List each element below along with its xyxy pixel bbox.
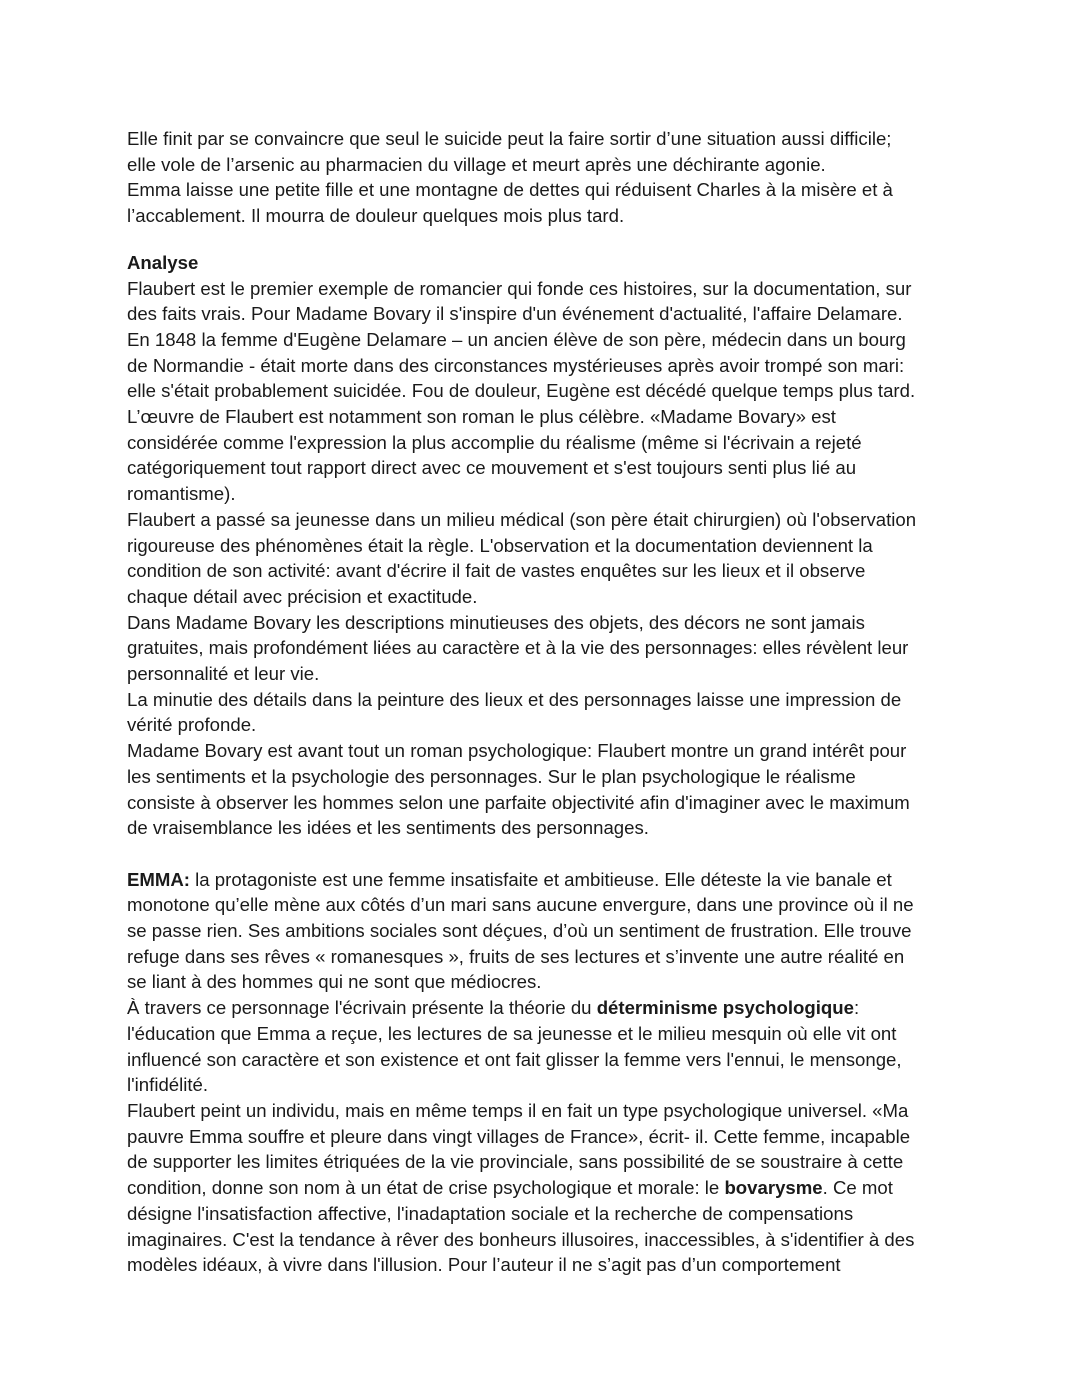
paragraph-emma-intro: [127, 867, 967, 996]
paragraph-analyse-documentation: Flaubert est le premier exemple de romancier qui fonde ces histoires, sur la documentation, sur des faits vrais. Pour Madame Bovary il s'inspire d'un événement d'actualité, l'affaire Delamare. En 1848 la femme d'Eugène Delamare – un ancien élève de son père, médecin dans un bourg de Normandie - était morte dans des circonstances mystérieuses après avoir trompé son mari: elle s'était probablement suicidée. Fou de douleur, Eugène est décédé quelque temps plus tard. L’œuvre de Flaubert est notamment son roman le plus célèbre. «Madame Bovary» est considérée comme l'expression la plus accomplie du réalisme (même si l'écrivain a rejeté catégoriquement tout rapport direct avec ce mouvement et s'est toujours senti plus lié au romantisme).: [127, 277, 916, 505]
paragraph-consequences: Emma laisse une petite fille et une montagne de dettes qui réduisent Charles à la misère et à l’accablement. Il mourra de douleur quelques mois plus tard.: [127, 179, 893, 227]
paragraph-analyse-jeunesse: Flaubert a passé sa jeunesse dans un milieu médical (son père était chirurgien) où l'observation rigoureuse des phénomènes était la règle. L'observation et la documentation deviennent la condition de son activité: avant d'écrire il fait de vastes enquêtes sur les lieux et il observe chaque détail avec précision et exactitude.: [127, 508, 917, 607]
paragraph-analyse-minutie: La minutie des détails dans la peinture des lieux et des personnages laisse une impression de vérité profonde.: [127, 688, 902, 736]
heading-analyse: Analyse: [127, 251, 199, 273]
paragraph-emma-bovarysme: Flaubert peint un individu, mais en même temps il en fait un type psychologique universel. «Ma pauvre Emma souffre et pleure dans vingt villages de France», écrit- il. Cette femme, incapable de supporter les limites étriquées de la vie provinciale, sans possibilité de se soustraire à cette condition, donne son nom à un état de crise psychologique et morale: le bovarysme. Ce mot désigne l'insatisfaction affective, l'inadaptation sociale et la recherche de compensations imaginaires. C'est la tendance à rêver des bonheurs illusoires, inaccessibles, à s'identifier à des modèles idéaux, à vivre dans l'illusion. Pour l’auteur il ne s’agit pas d’un comportement: [127, 1100, 915, 1276]
emma-intro-text: la protagoniste est une femme insatisfaite et ambitieuse. Elle déteste la vie banale et monotone qu’elle mène aux côtés d’un mari sans aucune envergure, dans une province où il ne se passe rien. Ses ambitions sociales sont déçues, d’où un sentiment de frustration. Elle trouve refuge dans ses rêves « romanesques », fruits de ses lectures et s’invente une autre réalité en se liant à des hommes qui ne sont que médiocres.: [127, 868, 914, 993]
spacer: [127, 229, 967, 250]
paragraph-emma-determinisme: À travers ce personnage l'écrivain présente la théorie du déterminisme psychologique: l'éducation que Emma a reçue, les lectures de sa jeunesse et le milieu mesquin où elle vit ont influencé son caractère et son existence et ont fait glisser la femme vers l'ennui, le mensonge, l'infidélité.: [127, 997, 902, 1096]
spacer: [127, 841, 967, 867]
document-page: [127, 126, 967, 1278]
paragraph-analyse-descriptions: Dans Madame Bovary les descriptions minutieuses des objets, des décors ne sont jamais gratuites, mais profondément liées au caractère et à la vie des personnages: elles révèlent leur personnalité et leur vie.: [127, 611, 909, 685]
emma-label: EMMA:: [127, 868, 190, 890]
term-bovarysme: bovarysme: [724, 1177, 823, 1199]
term-determinisme: déterminisme psychologique: [596, 997, 854, 1019]
paragraph-suicide: Elle finit par se convaincre que seul le suicide peut la faire sortir d’une situation aussi difficile; elle vole de l’arsenic au pharmacien du village et meurt après une déchirante agonie.: [127, 128, 892, 175]
paragraph-analyse-psychologique: Madame Bovary est avant tout un roman psychologique: Flaubert montre un grand intérêt pour les sentiments et la psychologie des personnages. Sur le plan psychologique le réalisme consiste à observer les hommes selon une parfaite objectivité afin d'imaginer avec le maximum de vraisemblance les idées et les sentiments des personnages.: [127, 740, 910, 839]
